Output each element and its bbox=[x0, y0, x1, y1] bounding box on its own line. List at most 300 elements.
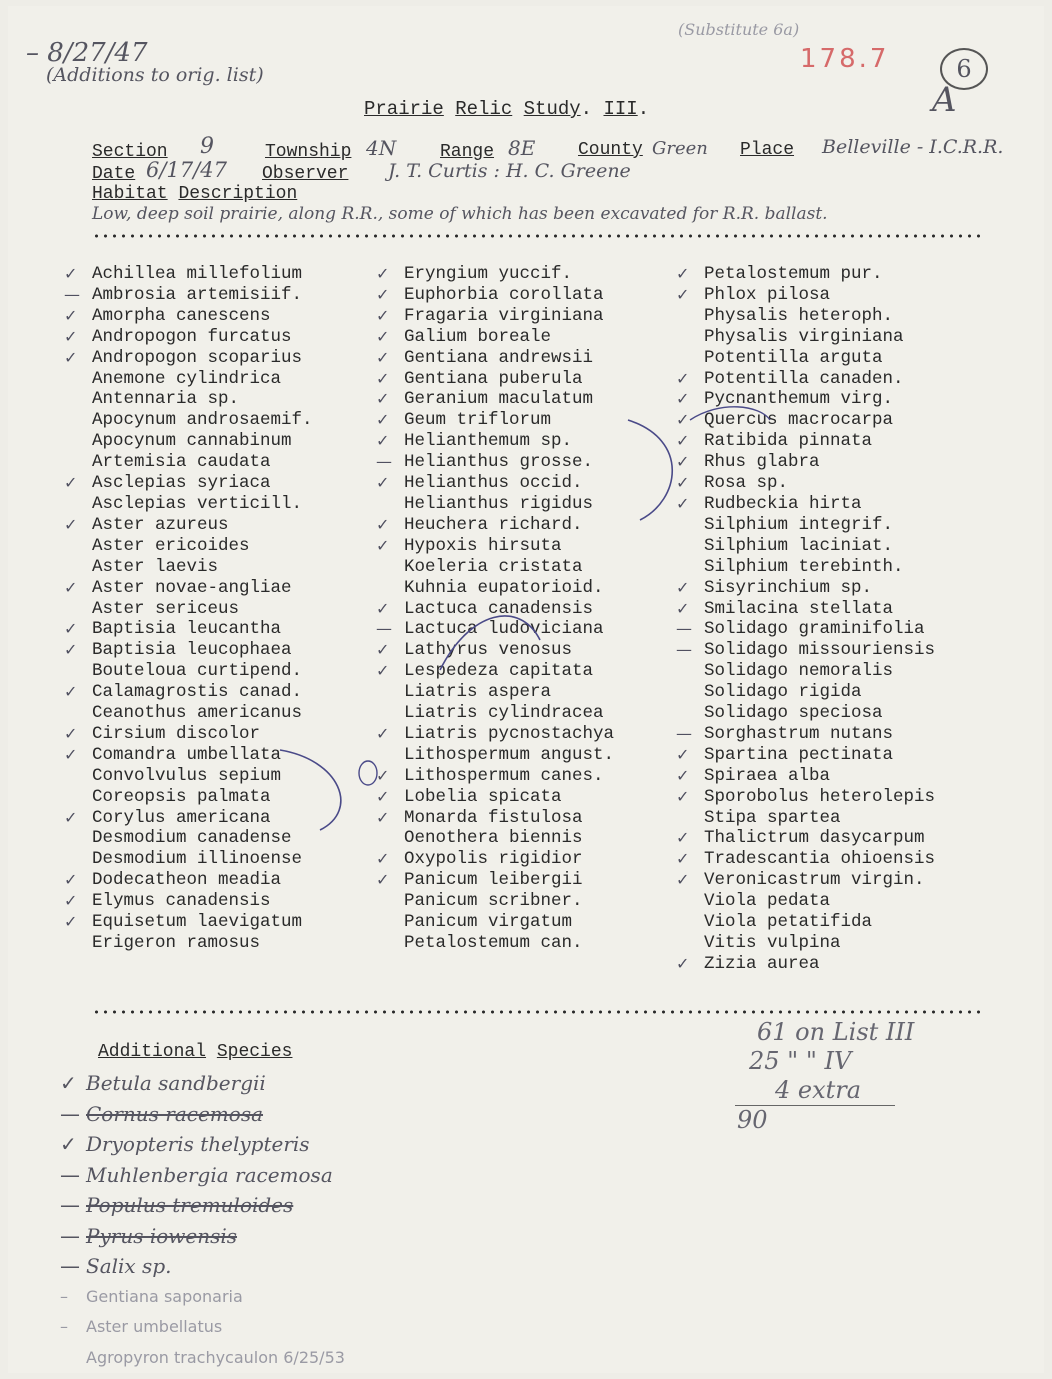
species-item bbox=[92, 389, 313, 410]
check-mark: ✓ bbox=[64, 514, 78, 534]
species-item bbox=[404, 682, 614, 703]
species-item bbox=[92, 452, 313, 473]
additional-species-name: Muhlenbergia racemosa bbox=[86, 1162, 333, 1187]
check-mark: ✓ bbox=[64, 577, 78, 597]
check-mark: ✓ bbox=[376, 598, 390, 618]
additional-species-item bbox=[60, 1343, 345, 1374]
separator-top bbox=[92, 234, 980, 238]
species-name: Liatris aspera bbox=[404, 682, 552, 703]
species-name: Bouteloua curtipend. bbox=[92, 661, 303, 682]
species-item bbox=[404, 494, 614, 515]
species-name: Sorghastrum nutans bbox=[704, 723, 894, 744]
species-name: Physalis heteroph. bbox=[704, 305, 894, 326]
species-item bbox=[64, 682, 313, 703]
species-item bbox=[704, 682, 935, 703]
check-mark: ✓ bbox=[676, 431, 690, 451]
species-name: Apocynum cannabinum bbox=[92, 431, 292, 452]
species-name: Gentiana puberula bbox=[404, 368, 583, 389]
species-name: Antennaria sp. bbox=[92, 389, 240, 410]
additional-species-name: Cornus racemosa bbox=[86, 1101, 264, 1126]
species-item bbox=[404, 703, 614, 724]
check-mark: ✓ bbox=[376, 765, 390, 785]
species-item bbox=[92, 557, 313, 578]
check-mark: ✓ bbox=[376, 389, 390, 409]
dash-mark: — bbox=[376, 619, 392, 639]
check-mark: ✓ bbox=[64, 744, 78, 764]
species-item bbox=[676, 284, 935, 306]
species-name: Lithospermum angust. bbox=[404, 744, 615, 765]
item-mark: — bbox=[60, 1101, 80, 1126]
species-name: Euphorbia corollata bbox=[404, 284, 604, 305]
species-name: Desmodium illinoense bbox=[92, 849, 303, 870]
note-circle-value: 6 bbox=[956, 55, 972, 83]
species-item bbox=[404, 891, 614, 912]
species-item bbox=[676, 870, 935, 891]
check-mark: ✓ bbox=[676, 452, 690, 472]
species-item bbox=[64, 891, 313, 912]
species-name: Panicum virgatum bbox=[404, 912, 573, 933]
species-name: Spiraea alba bbox=[704, 765, 831, 786]
species-item bbox=[676, 410, 935, 431]
check-mark: ✓ bbox=[676, 828, 690, 848]
additional-species-name: Agropyron trachycaulon 6/25/53 bbox=[86, 1347, 345, 1367]
species-name: Rudbeckia hirta bbox=[704, 493, 862, 514]
section-value: 9 bbox=[200, 134, 214, 159]
item-mark: ✓ bbox=[60, 1132, 77, 1156]
species-item bbox=[376, 347, 614, 369]
species-item bbox=[64, 577, 313, 599]
species-item bbox=[376, 723, 615, 745]
section-label: Section bbox=[92, 142, 168, 162]
species-item bbox=[376, 870, 614, 891]
species-name: Stipa spartea bbox=[704, 807, 841, 828]
check-mark: ✓ bbox=[376, 326, 390, 346]
date-value: 6/17/47 bbox=[146, 158, 227, 182]
species-name: Helianthus occid. bbox=[404, 473, 583, 494]
species-name: Andropogon furcatus bbox=[92, 326, 292, 347]
species-item bbox=[376, 535, 614, 557]
species-item bbox=[376, 514, 614, 536]
species-item bbox=[704, 891, 935, 912]
range-label: Range bbox=[440, 142, 495, 162]
species-item bbox=[676, 953, 935, 975]
additional-species-name: Populus tremuloides bbox=[86, 1193, 294, 1217]
check-mark: ✓ bbox=[64, 870, 78, 890]
check-mark: ✓ bbox=[64, 807, 78, 827]
species-name: Spartina pectinata bbox=[704, 744, 894, 765]
species-item bbox=[376, 786, 614, 808]
species-item bbox=[376, 598, 614, 620]
title-word: Study bbox=[523, 98, 581, 120]
check-mark: ✓ bbox=[64, 682, 78, 702]
species-name: Helianthus rigidus bbox=[404, 493, 594, 514]
species-item bbox=[676, 828, 935, 849]
species-name: Petalostemum pur. bbox=[704, 264, 883, 284]
species-name: Equisetum laevigatum bbox=[92, 912, 303, 933]
species-name: Liatris cylindracea bbox=[404, 703, 604, 724]
check-mark: ✓ bbox=[376, 284, 390, 304]
species-name: Lithospermum canes. bbox=[404, 765, 604, 786]
species-item bbox=[376, 389, 614, 410]
species-name: Rosa sp. bbox=[704, 473, 789, 494]
check-mark: ✓ bbox=[676, 389, 690, 409]
species-item bbox=[704, 703, 935, 724]
tally-line: 61 on List III bbox=[757, 1018, 915, 1046]
check-mark: ✓ bbox=[376, 431, 390, 451]
dash-mark: — bbox=[676, 723, 692, 743]
check-mark: ✓ bbox=[376, 661, 390, 681]
check-mark: ✓ bbox=[676, 598, 690, 618]
species-item bbox=[704, 327, 935, 348]
species-name: Desmodium canadense bbox=[92, 828, 292, 849]
species-item bbox=[676, 264, 935, 285]
species-name: Monarda fistulosa bbox=[404, 807, 583, 828]
additional-species-item bbox=[60, 1282, 345, 1313]
title-suffix: . bbox=[580, 98, 604, 120]
species-item bbox=[704, 912, 935, 933]
species-name: Anemone cylindrica bbox=[92, 368, 282, 389]
check-mark: ✓ bbox=[64, 619, 78, 639]
additional-species-list bbox=[60, 1068, 345, 1373]
check-mark: ✓ bbox=[376, 264, 390, 283]
check-mark: ✓ bbox=[376, 410, 390, 430]
check-mark: ✓ bbox=[64, 347, 78, 367]
note-number: 178.7 bbox=[800, 44, 890, 74]
species-name: Calamagrostis canad. bbox=[92, 682, 303, 703]
species-item bbox=[404, 933, 614, 954]
species-name: Aster novae-angliae bbox=[92, 577, 292, 598]
species-item bbox=[64, 912, 313, 933]
check-mark: ✓ bbox=[64, 723, 78, 743]
species-item bbox=[92, 703, 313, 724]
species-item bbox=[64, 514, 313, 536]
check-mark: ✓ bbox=[676, 368, 690, 388]
species-name: Galium boreale bbox=[404, 326, 552, 347]
species-item bbox=[376, 264, 614, 285]
species-name: Lobelia spicata bbox=[404, 786, 562, 807]
species-name: Hypoxis hirsuta bbox=[404, 535, 562, 556]
species-item bbox=[404, 828, 614, 849]
species-item bbox=[676, 368, 935, 390]
species-name: Geum triflorum bbox=[404, 410, 552, 431]
check-mark: ✓ bbox=[376, 870, 390, 890]
species-name: Helianthus grosse. bbox=[404, 452, 594, 473]
additional-species-item bbox=[60, 1312, 345, 1343]
additional-species-item bbox=[60, 1251, 345, 1282]
species-name: Sisyrinchium sp. bbox=[704, 577, 873, 598]
species-name: Quercus macrocarpa bbox=[704, 410, 894, 431]
dash-mark: — bbox=[676, 640, 692, 660]
species-name: Solidago speciosa bbox=[704, 703, 883, 724]
species-name: Andropogon scoparius bbox=[92, 347, 303, 368]
check-mark: ✓ bbox=[376, 807, 390, 827]
species-item bbox=[92, 933, 313, 954]
species-item bbox=[92, 536, 313, 557]
additional-species-item bbox=[60, 1190, 345, 1221]
species-item bbox=[704, 933, 935, 954]
species-item bbox=[676, 473, 935, 494]
check-mark: ✓ bbox=[676, 410, 690, 430]
species-item bbox=[676, 723, 935, 745]
tally-line: 4 extra bbox=[735, 1076, 895, 1106]
species-item bbox=[64, 870, 313, 891]
species-item bbox=[376, 326, 614, 348]
species-name: Aster azureus bbox=[92, 514, 229, 535]
species-name: Veronicastrum virgin. bbox=[704, 870, 925, 891]
species-item bbox=[64, 264, 313, 285]
species-name: Viola petatifida bbox=[704, 912, 873, 933]
check-mark: ✓ bbox=[64, 473, 78, 493]
additional-species-item bbox=[60, 1068, 345, 1099]
additional-species-item bbox=[60, 1221, 345, 1252]
check-mark: ✓ bbox=[376, 640, 390, 660]
title-word: Relic bbox=[455, 98, 513, 120]
item-mark: – bbox=[60, 1286, 68, 1306]
species-name: Ambrosia artemisiif. bbox=[92, 284, 303, 305]
species-name: Petalostemum can. bbox=[404, 933, 583, 953]
species-item bbox=[676, 786, 936, 808]
species-item bbox=[676, 389, 935, 410]
species-item bbox=[704, 536, 935, 557]
item-mark: — bbox=[60, 1193, 80, 1217]
species-name: Silphium integrif. bbox=[704, 514, 894, 535]
species-item bbox=[64, 807, 313, 829]
species-name: Achillea millefolium bbox=[92, 264, 303, 284]
range-value: 8E bbox=[508, 136, 536, 160]
species-item bbox=[92, 849, 313, 870]
species-name: Liatris pycnostachya bbox=[404, 723, 615, 744]
check-mark: ✓ bbox=[376, 535, 390, 555]
separator-bottom bbox=[92, 1010, 980, 1014]
species-item bbox=[376, 765, 614, 787]
check-mark: ✓ bbox=[676, 870, 690, 890]
species-item bbox=[64, 347, 313, 369]
species-column-1 bbox=[64, 264, 313, 954]
title-word: Prairie bbox=[364, 98, 444, 120]
species-name: Artemisia caudata bbox=[92, 452, 271, 473]
species-name: Coreopsis palmata bbox=[92, 786, 271, 807]
species-name: Gentiana andrewsii bbox=[404, 347, 594, 368]
species-item bbox=[64, 284, 313, 306]
species-name: Aster ericoides bbox=[92, 535, 250, 556]
additional-label-word: Species bbox=[216, 1042, 293, 1062]
item-mark: ✓ bbox=[60, 1071, 77, 1095]
species-item bbox=[404, 745, 614, 766]
species-name: Apocynum androsaemif. bbox=[92, 410, 313, 431]
species-item bbox=[676, 765, 935, 787]
observer-label: Observer bbox=[262, 164, 349, 184]
note-date: – 8/27/47 bbox=[26, 38, 148, 68]
county-value: Green bbox=[652, 138, 708, 159]
species-item bbox=[92, 410, 313, 431]
check-mark: ✓ bbox=[376, 514, 390, 534]
species-item bbox=[376, 619, 614, 640]
species-name: Potentilla canaden. bbox=[704, 368, 904, 389]
species-name: Rhus glabra bbox=[704, 452, 820, 473]
species-item bbox=[64, 640, 313, 661]
species-item bbox=[404, 912, 614, 933]
species-name: Ratibida pinnata bbox=[704, 431, 873, 452]
additional-species-name: Aster umbellatus bbox=[86, 1317, 223, 1336]
species-name: Asclepias syriaca bbox=[92, 473, 271, 494]
species-name: Amorpha canescens bbox=[92, 305, 271, 326]
species-item bbox=[92, 828, 313, 849]
species-item bbox=[704, 557, 935, 578]
habitat-label bbox=[92, 184, 297, 204]
species-name: Panicum leibergii bbox=[404, 870, 583, 891]
check-mark: ✓ bbox=[676, 786, 690, 806]
observer-value: J. T. Curtis : H. C. Greene bbox=[388, 160, 631, 182]
check-mark: ✓ bbox=[676, 765, 690, 785]
habitat-value: Low, deep soil prairie, along R.R., some of which has been excavated for R.R. ballast. bbox=[92, 204, 828, 224]
species-item bbox=[676, 431, 935, 452]
species-item bbox=[64, 619, 313, 640]
item-mark: — bbox=[60, 1162, 80, 1187]
check-mark: ✓ bbox=[64, 264, 78, 283]
species-name: Sporobolus heterolepis bbox=[704, 786, 936, 807]
check-mark: ✓ bbox=[676, 849, 690, 869]
species-item bbox=[92, 766, 313, 787]
check-mark: ✓ bbox=[376, 786, 390, 806]
species-name: Potentilla arguta bbox=[704, 347, 883, 368]
species-name: Koeleria cristata bbox=[404, 556, 583, 577]
species-name: Kuhnia eupatorioid. bbox=[404, 577, 604, 598]
species-name: Baptisia leucantha bbox=[92, 619, 282, 640]
check-mark: ✓ bbox=[376, 723, 390, 743]
species-item bbox=[376, 305, 614, 327]
species-item bbox=[376, 410, 614, 431]
check-mark: ✓ bbox=[676, 284, 690, 304]
species-name: Fragaria virginiana bbox=[404, 305, 604, 326]
species-item bbox=[704, 515, 935, 536]
species-item bbox=[92, 431, 313, 452]
check-mark: ✓ bbox=[64, 640, 78, 660]
species-item bbox=[404, 557, 614, 578]
species-item bbox=[376, 473, 614, 494]
check-mark: ✓ bbox=[676, 744, 690, 764]
item-mark: — bbox=[60, 1223, 80, 1248]
species-item bbox=[64, 326, 313, 348]
species-name: Oenothera biennis bbox=[404, 828, 583, 849]
habitat-label-word: Habitat bbox=[92, 184, 168, 204]
additional-species-name: Gentiana saponaria bbox=[86, 1286, 243, 1306]
species-name: Solidago nemoralis bbox=[704, 661, 894, 682]
species-item bbox=[404, 578, 614, 599]
species-item bbox=[376, 431, 614, 452]
species-name: Pycnanthemum virg. bbox=[704, 389, 894, 410]
additional-species-name: Dryopteris thelypteris bbox=[86, 1132, 310, 1156]
note-letter: A bbox=[932, 80, 957, 120]
species-name: Eryngium yuccif. bbox=[404, 264, 573, 284]
species-name: Asclepias verticill. bbox=[92, 493, 303, 514]
species-item bbox=[64, 473, 313, 494]
species-item bbox=[676, 577, 935, 599]
species-item bbox=[376, 284, 614, 306]
date-label: Date bbox=[92, 164, 136, 184]
additional-species-item bbox=[60, 1160, 345, 1191]
species-item bbox=[676, 744, 935, 766]
tally bbox=[735, 1018, 914, 1135]
species-item bbox=[92, 494, 313, 515]
tally-line: 25 " " IV bbox=[749, 1047, 852, 1075]
species-name: Vitis vulpina bbox=[704, 933, 841, 953]
check-mark: ✓ bbox=[376, 473, 390, 493]
species-item bbox=[376, 807, 614, 829]
additional-species-name: Salix sp. bbox=[86, 1254, 172, 1278]
species-name: Aster laevis bbox=[92, 556, 219, 577]
species-name: Solidago graminifolia bbox=[704, 619, 925, 640]
species-name: Ceanothus americanus bbox=[92, 703, 303, 724]
check-mark: ✓ bbox=[676, 577, 690, 597]
species-name: Silphium terebinth. bbox=[704, 556, 904, 577]
species-name: Silphium laciniat. bbox=[704, 535, 894, 556]
species-item bbox=[64, 723, 313, 745]
check-mark: ✓ bbox=[64, 305, 78, 325]
item-mark: — bbox=[60, 1254, 80, 1278]
species-item bbox=[376, 849, 614, 870]
species-name: Lathyrus venosus bbox=[404, 640, 573, 661]
title-numeral: III bbox=[603, 98, 638, 120]
dash-mark: — bbox=[376, 452, 392, 472]
page-title bbox=[364, 98, 649, 120]
species-name: Baptisia leucophaea bbox=[92, 640, 292, 661]
species-name: Erigeron ramosus bbox=[92, 933, 261, 953]
check-mark: ✓ bbox=[64, 326, 78, 346]
place-value: Belleville - I.C.R.R. bbox=[822, 136, 1004, 158]
species-item bbox=[676, 619, 935, 640]
species-name: Thalictrum dasycarpum bbox=[704, 828, 925, 849]
species-item bbox=[92, 661, 313, 682]
species-name: Tradescantia ohioensis bbox=[704, 849, 936, 870]
habitat-label-word: Description bbox=[178, 184, 298, 204]
check-mark: ✓ bbox=[376, 849, 390, 869]
species-item bbox=[92, 787, 313, 808]
check-mark: ✓ bbox=[676, 953, 690, 973]
species-item bbox=[92, 599, 313, 620]
species-name: Zizia aurea bbox=[704, 953, 820, 974]
dash-mark: — bbox=[676, 619, 692, 639]
dash-mark: — bbox=[64, 284, 80, 304]
township-value: 4N bbox=[366, 136, 397, 160]
species-item bbox=[676, 493, 935, 515]
species-item bbox=[676, 849, 936, 870]
species-item bbox=[676, 640, 936, 661]
species-name: Heuchera richard. bbox=[404, 514, 583, 535]
title-end: . bbox=[637, 98, 650, 120]
species-item bbox=[376, 661, 614, 682]
species-name: Panicum scribner. bbox=[404, 891, 583, 912]
township-label: Township bbox=[265, 142, 352, 162]
check-mark: ✓ bbox=[376, 305, 390, 325]
species-item bbox=[704, 661, 935, 682]
additional-species-label bbox=[98, 1042, 292, 1062]
place-label: Place bbox=[740, 140, 795, 160]
check-mark: ✓ bbox=[376, 347, 390, 367]
species-item bbox=[92, 369, 313, 390]
species-name: Elymus canadensis bbox=[92, 891, 271, 912]
check-mark: ✓ bbox=[676, 493, 690, 513]
species-name: Lactuca canadensis bbox=[404, 598, 594, 619]
item-mark: – bbox=[60, 1317, 68, 1336]
county-label: County bbox=[578, 140, 643, 160]
species-item bbox=[704, 348, 935, 369]
additional-label-word: Additional bbox=[98, 1042, 207, 1062]
additional-species-item bbox=[60, 1129, 345, 1160]
species-item bbox=[376, 452, 614, 473]
species-name: Solidago missouriensis bbox=[704, 640, 936, 661]
species-name: Phlox pilosa bbox=[704, 284, 831, 305]
species-name: Comandra umbellata bbox=[92, 744, 282, 765]
